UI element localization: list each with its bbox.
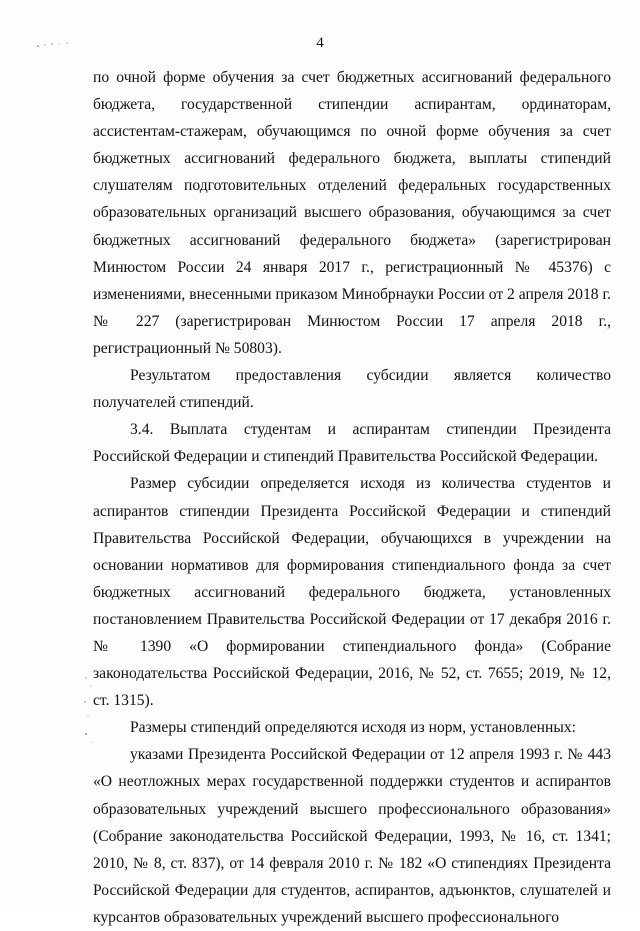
scan-artifact-dots <box>82 672 98 752</box>
paragraph-section-3-4-heading: 3.4. Выплата студентам и аспирантам стипендии Президента Российской Федерации и стипендий Правительства Российской Федерации. <box>93 421 611 466</box>
paragraph-subsidy-size: Размер субсидии определяется исходя из количества студентов и аспирантов стипендии Президента Российской Федерации и стипендий Правительства Российской Федерации, обучающихся в учреждении на основании нормативов для формирования стипендиального фонда за счет бюджетных ассигнований федерального бюджета, установленных постановлением Правительства Российской Федерации от 17 декабря 2016 г. № 1390 «О формировании стипендиального фонда» (Собрание законодательства Российской Федерации, 2016, № 52, ст. 7655; 2019, № 12, ст. 1315). <box>93 475 611 710</box>
paragraph-presidential-decrees: указами Президента Российской Федерации от 12 апреля 1993 г. № 443 «О неотложных мерах государственной поддержки студентов и аспирантов образовательных учреждений высшего профессионального образования» (Собрание законодательства Российской Федерации, 1993, № 16, ст. 1341; 2010, № 8, ст. 837), от 14 февраля 2010 г. № 182 «О стипендиях Президента Российской Федерации для студентов, аспирантов, адъюнктов, слушателей и курсантов образовательных учреждений высшего профессионального <box>93 746 611 926</box>
paragraph-continuation: по очной форме обучения за счет бюджетных ассигнований федерального бюджета, государственной стипендии аспирантам, ординаторам, ассистентам-стажерам, обучающимся по очной форме обучения за счет бюджетных ассигнований федерального бюджета, выплаты стипендий слушателям подготовительных отделений федеральных государственных образовательных организаций высшего образования, обучающимся за счет бюджетных ассигнований федерального бюджета» (зарегистрирован Минюстом России 24 января 2017 г., регистрационный № 45376) с изменениями, внесенными приказом Минобрнауки России от 2 апреля 2018 г. № 227 (зарегистрирован Минюстом России 17 апреля 2018 г., регистрационный № 50803). <box>93 69 611 357</box>
document-body <box>93 64 611 931</box>
paragraph-stipend-norms: Размеры стипендий определяются исходя из норм, установленных: <box>130 719 576 737</box>
paragraph-subsidy-result: Результатом предоставления субсидии является количество получателей стипендий. <box>93 367 611 412</box>
page-number: 4 <box>316 35 324 51</box>
